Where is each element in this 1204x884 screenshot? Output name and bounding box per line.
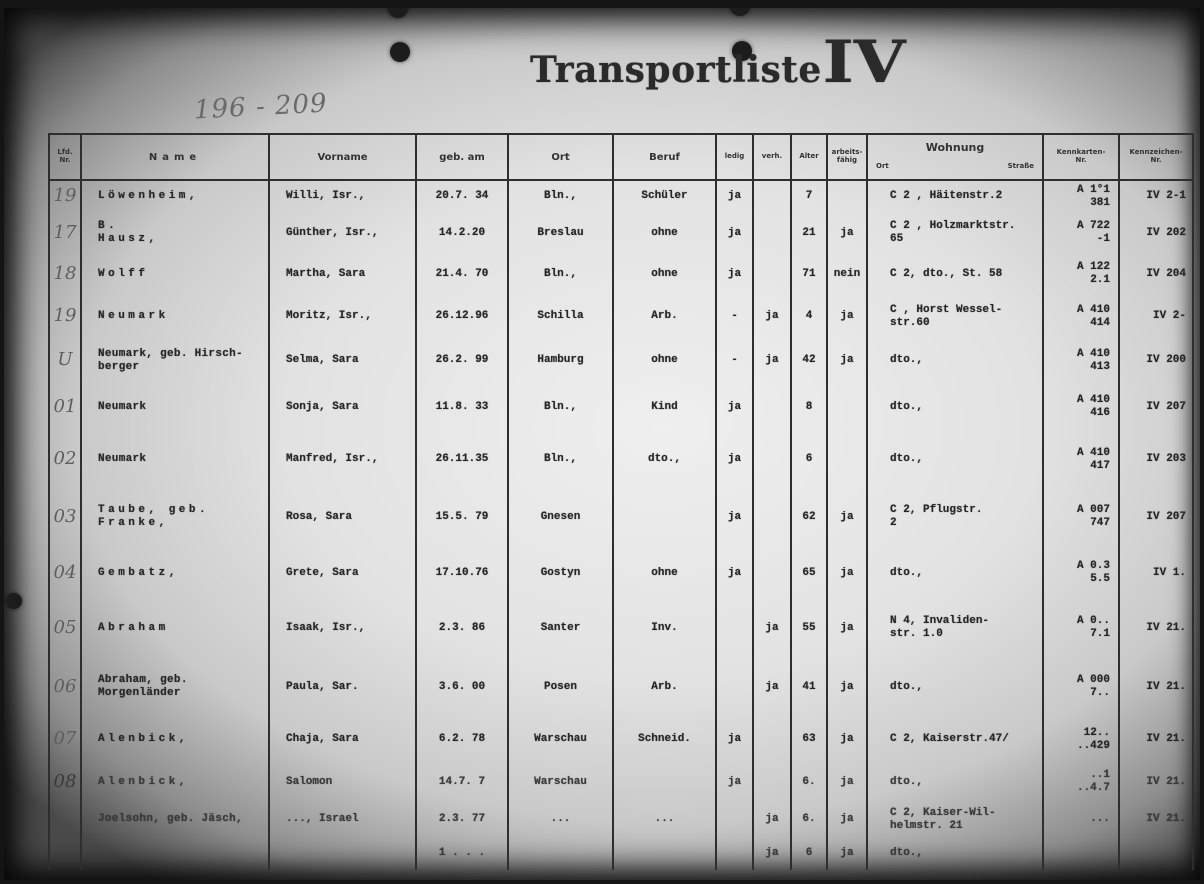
- cell-vorname: Rosa, Sara: [269, 487, 416, 547]
- cell-nr: U: [49, 339, 81, 382]
- cell-kennzeichen: IV 21.: [1119, 657, 1193, 717]
- cell-beruf: dto.,: [613, 432, 716, 487]
- cell-kennkarte: A 410 414: [1043, 294, 1119, 339]
- cell-ledig: ja: [716, 547, 753, 599]
- cell-alter: 21: [791, 212, 827, 254]
- table-row: [49, 487, 1193, 547]
- cell-geb: 15.5. 79: [416, 487, 508, 547]
- cell-verh: ja: [753, 294, 791, 339]
- cell-ledig: [716, 657, 753, 717]
- cell-alter: 6.: [791, 762, 827, 802]
- cell-wohnung: dto.,: [867, 657, 1043, 717]
- cell-beruf: Schüler: [613, 180, 716, 212]
- cell-ort: Bln.,: [508, 254, 613, 294]
- cell-ort: Santer: [508, 599, 613, 657]
- cell-geb: 26.11.35: [416, 432, 508, 487]
- header-alter: Alter: [791, 134, 827, 180]
- cell-geb: 3.6. 00: [416, 657, 508, 717]
- cell-alter: 63: [791, 717, 827, 762]
- cell-nr: 01: [49, 382, 81, 432]
- cell-ledig: [716, 837, 753, 870]
- cell-kennzeichen: [1119, 837, 1193, 870]
- cell-arbeitsfaehig: ja: [827, 837, 867, 870]
- document-page: [4, 8, 1200, 880]
- cell-vorname: Günther, Isr.,: [269, 212, 416, 254]
- table-row: [49, 339, 1193, 382]
- cell-vorname: [269, 837, 416, 870]
- cell-vorname: Salomon: [269, 762, 416, 802]
- header-ledig: ledig: [716, 134, 753, 180]
- punch-hole: [6, 593, 22, 609]
- cell-ort: Posen: [508, 657, 613, 717]
- cell-ledig: ja: [716, 180, 753, 212]
- cell-verh: [753, 432, 791, 487]
- cell-alter: 6.: [791, 802, 827, 837]
- cell-beruf: [613, 837, 716, 870]
- cell-name: Abraham: [81, 599, 269, 657]
- table-row: [49, 837, 1193, 870]
- cell-wohnung: dto.,: [867, 837, 1043, 870]
- cell-kennkarte: A 122 2.1: [1043, 254, 1119, 294]
- table-body: [49, 180, 1193, 870]
- cell-arbeitsfaehig: [827, 382, 867, 432]
- header-ort: Ort: [508, 134, 613, 180]
- transport-list-table: [48, 133, 1194, 870]
- table-row: [49, 599, 1193, 657]
- cell-vorname: Sonja, Sara: [269, 382, 416, 432]
- cell-ledig: [716, 802, 753, 837]
- cell-name: B. Hausz,: [81, 212, 269, 254]
- cell-alter: 62: [791, 487, 827, 547]
- cell-arbeitsfaehig: ja: [827, 487, 867, 547]
- cell-nr: 08: [49, 762, 81, 802]
- cell-beruf: ...: [613, 802, 716, 837]
- table-row: [49, 717, 1193, 762]
- cell-kennkarte: A 722 -1: [1043, 212, 1119, 254]
- cell-arbeitsfaehig: [827, 432, 867, 487]
- cell-kennzeichen: IV 21.: [1119, 599, 1193, 657]
- cell-arbeitsfaehig: ja: [827, 212, 867, 254]
- cell-nr: 02: [49, 432, 81, 487]
- cell-nr: 17: [49, 212, 81, 254]
- cell-kennkarte: ...: [1043, 802, 1119, 837]
- cell-verh: [753, 487, 791, 547]
- cell-verh: ja: [753, 599, 791, 657]
- cell-kennzeichen: IV 2-: [1119, 294, 1193, 339]
- table-row: [49, 657, 1193, 717]
- cell-beruf: Kind: [613, 382, 716, 432]
- cell-wohnung: dto.,: [867, 432, 1043, 487]
- cell-nr: 05: [49, 599, 81, 657]
- cell-name: Neumark: [81, 432, 269, 487]
- cell-verh: [753, 382, 791, 432]
- cell-name: Gembatz,: [81, 547, 269, 599]
- cell-kennzeichen: IV 2-1: [1119, 180, 1193, 212]
- header-arbeitsfaehig: arbeits- fähig: [827, 134, 867, 180]
- cell-arbeitsfaehig: ja: [827, 802, 867, 837]
- cell-arbeitsfaehig: ja: [827, 717, 867, 762]
- cell-wohnung: dto.,: [867, 382, 1043, 432]
- cell-alter: 65: [791, 547, 827, 599]
- cell-beruf: [613, 762, 716, 802]
- cell-wohnung: dto.,: [867, 762, 1043, 802]
- table-row: [49, 254, 1193, 294]
- cell-name: Löwenheim,: [81, 180, 269, 212]
- cell-nr: [49, 802, 81, 837]
- cell-vorname: ..., Israel: [269, 802, 416, 837]
- cell-verh: [753, 180, 791, 212]
- cell-arbeitsfaehig: nein: [827, 254, 867, 294]
- cell-ort: Bln.,: [508, 432, 613, 487]
- cell-alter: 42: [791, 339, 827, 382]
- table-row: [49, 294, 1193, 339]
- cell-vorname: Martha, Sara: [269, 254, 416, 294]
- cell-kennkarte: A 007 747: [1043, 487, 1119, 547]
- cell-arbeitsfaehig: ja: [827, 339, 867, 382]
- cell-geb: 26.12.96: [416, 294, 508, 339]
- cell-name: Neumark: [81, 294, 269, 339]
- cell-kennkarte: ..1 ..4.7: [1043, 762, 1119, 802]
- header-beruf: Beruf: [613, 134, 716, 180]
- header-wohnung: [867, 134, 1043, 180]
- cell-vorname: Chaja, Sara: [269, 717, 416, 762]
- cell-beruf: Arb.: [613, 657, 716, 717]
- cell-verh: [753, 212, 791, 254]
- header-name: Name: [81, 134, 269, 180]
- cell-kennzeichen: IV 207: [1119, 382, 1193, 432]
- cell-kennzeichen: IV 207: [1119, 487, 1193, 547]
- cell-kennkarte: A 410 413: [1043, 339, 1119, 382]
- cell-wohnung: C 2, Pflugstr. 2: [867, 487, 1043, 547]
- cell-geb: 20.7. 34: [416, 180, 508, 212]
- cell-kennkarte: A 000 7..: [1043, 657, 1119, 717]
- title-numeral: IV: [822, 28, 906, 96]
- cell-geb: 14.7. 7: [416, 762, 508, 802]
- cell-geb: 21.4. 70: [416, 254, 508, 294]
- cell-ledig: ja: [716, 432, 753, 487]
- cell-geb: 17.10.76: [416, 547, 508, 599]
- header-kennkarten-nr: Kennkarten- Nr.: [1043, 134, 1119, 180]
- cell-kennzeichen: IV 204: [1119, 254, 1193, 294]
- cell-alter: 41: [791, 657, 827, 717]
- table-row: [49, 432, 1193, 487]
- cell-vorname: Manfred, Isr.,: [269, 432, 416, 487]
- cell-geb: 6.2. 78: [416, 717, 508, 762]
- cell-nr: 18: [49, 254, 81, 294]
- cell-arbeitsfaehig: ja: [827, 547, 867, 599]
- header-geb-am: geb. am: [416, 134, 508, 180]
- cell-name: Alenbick,: [81, 717, 269, 762]
- handwritten-number-range: 196 - 209: [193, 88, 329, 126]
- header-lfd-nr: Lfd. Nr.: [49, 134, 81, 180]
- cell-beruf: Inv.: [613, 599, 716, 657]
- cell-ort: Bln.,: [508, 180, 613, 212]
- cell-wohnung: C 2, dto., St. 58: [867, 254, 1043, 294]
- header-row: [49, 134, 1193, 180]
- cell-ledig: -: [716, 339, 753, 382]
- cell-wohnung: C 2 , Holzmarktstr. 65: [867, 212, 1043, 254]
- cell-alter: 6: [791, 432, 827, 487]
- cell-ort: [508, 837, 613, 870]
- cell-ledig: ja: [716, 487, 753, 547]
- cell-ledig: [716, 599, 753, 657]
- cell-ort: Warschau: [508, 717, 613, 762]
- cell-ort: Schilla: [508, 294, 613, 339]
- cell-ledig: ja: [716, 717, 753, 762]
- cell-nr: 06: [49, 657, 81, 717]
- cell-alter: 8: [791, 382, 827, 432]
- cell-verh: [753, 254, 791, 294]
- cell-nr: 19: [49, 180, 81, 212]
- cell-name: Abraham, geb. Morgenländer: [81, 657, 269, 717]
- cell-arbeitsfaehig: ja: [827, 762, 867, 802]
- table-row: [49, 762, 1193, 802]
- cell-alter: 7: [791, 180, 827, 212]
- cell-wohnung: C , Horst Wessel- str.60: [867, 294, 1043, 339]
- cell-wohnung: C 2 , Häitenstr.2: [867, 180, 1043, 212]
- header-wohnung-ort: Ort: [876, 162, 889, 171]
- cell-ledig: ja: [716, 254, 753, 294]
- cell-geb: 2.3. 86: [416, 599, 508, 657]
- cell-beruf: ohne: [613, 254, 716, 294]
- cell-kennzeichen: IV 202: [1119, 212, 1193, 254]
- cell-beruf: ohne: [613, 547, 716, 599]
- cell-kennkarte: A 0.. 7.1: [1043, 599, 1119, 657]
- cell-verh: ja: [753, 837, 791, 870]
- cell-beruf: Arb.: [613, 294, 716, 339]
- cell-kennzeichen: IV 21.: [1119, 762, 1193, 802]
- cell-verh: ja: [753, 339, 791, 382]
- cell-kennzeichen: IV 21.: [1119, 802, 1193, 837]
- cell-beruf: [613, 487, 716, 547]
- cell-name: Wolff: [81, 254, 269, 294]
- cell-ledig: ja: [716, 762, 753, 802]
- cell-geb: 26.2. 99: [416, 339, 508, 382]
- cell-geb: 1 . . .: [416, 837, 508, 870]
- cell-vorname: Isaak, Isr.,: [269, 599, 416, 657]
- cell-vorname: Selma, Sara: [269, 339, 416, 382]
- cell-kennzeichen: IV 203: [1119, 432, 1193, 487]
- cell-ledig: ja: [716, 212, 753, 254]
- cell-ort: Hamburg: [508, 339, 613, 382]
- table-row: [49, 802, 1193, 837]
- cell-nr: 07: [49, 717, 81, 762]
- punch-hole: [390, 42, 410, 62]
- title-text: Transportliste: [530, 49, 822, 91]
- cell-kennzeichen: IV 1.: [1119, 547, 1193, 599]
- cell-kennkarte: [1043, 837, 1119, 870]
- cell-alter: 55: [791, 599, 827, 657]
- punch-hole: [388, 8, 408, 18]
- cell-ort: Gnesen: [508, 487, 613, 547]
- table-row: [49, 547, 1193, 599]
- cell-ort: ...: [508, 802, 613, 837]
- table-row: [49, 180, 1193, 212]
- cell-kennkarte: A 410 417: [1043, 432, 1119, 487]
- header-kennzeichen-nr: Kennzeichen- Nr.: [1119, 134, 1193, 180]
- cell-name: Neumark: [81, 382, 269, 432]
- document-title: [530, 28, 906, 96]
- cell-nr: 19: [49, 294, 81, 339]
- cell-arbeitsfaehig: ja: [827, 294, 867, 339]
- cell-name: [81, 837, 269, 870]
- cell-ort: Breslau: [508, 212, 613, 254]
- cell-beruf: ohne: [613, 339, 716, 382]
- cell-ledig: ja: [716, 382, 753, 432]
- cell-alter: 71: [791, 254, 827, 294]
- header-vorname: Vorname: [269, 134, 416, 180]
- header-verh: verh.: [753, 134, 791, 180]
- cell-name: Neumark, geb. Hirsch- berger: [81, 339, 269, 382]
- cell-name: Joelsohn, geb. Jäsch,: [81, 802, 269, 837]
- cell-name: Alenbick,: [81, 762, 269, 802]
- cell-vorname: Willi, Isr.,: [269, 180, 416, 212]
- cell-nr: 03: [49, 487, 81, 547]
- cell-kennkarte: 12.. ..429: [1043, 717, 1119, 762]
- cell-ort: Bln.,: [508, 382, 613, 432]
- cell-vorname: Paula, Sar.: [269, 657, 416, 717]
- cell-verh: ja: [753, 802, 791, 837]
- cell-wohnung: dto.,: [867, 339, 1043, 382]
- cell-verh: [753, 547, 791, 599]
- cell-arbeitsfaehig: ja: [827, 657, 867, 717]
- cell-wohnung: C 2, Kaiserstr.47/: [867, 717, 1043, 762]
- cell-kennzeichen: IV 200: [1119, 339, 1193, 382]
- cell-arbeitsfaehig: ja: [827, 599, 867, 657]
- table-row: [49, 212, 1193, 254]
- cell-nr: 04: [49, 547, 81, 599]
- cell-ledig: -: [716, 294, 753, 339]
- cell-verh: [753, 762, 791, 802]
- punch-hole: [730, 8, 750, 16]
- cell-beruf: Schneid.: [613, 717, 716, 762]
- cell-arbeitsfaehig: [827, 180, 867, 212]
- header-wohnung-title: Wohnung: [925, 141, 985, 154]
- cell-geb: 11.8. 33: [416, 382, 508, 432]
- cell-kennkarte: A 0.3 5.5: [1043, 547, 1119, 599]
- cell-wohnung: dto.,: [867, 547, 1043, 599]
- cell-verh: ja: [753, 657, 791, 717]
- cell-vorname: Grete, Sara: [269, 547, 416, 599]
- cell-nr: [49, 837, 81, 870]
- cell-alter: 6: [791, 837, 827, 870]
- table-row: [49, 382, 1193, 432]
- cell-kennkarte: A 1°1 381: [1043, 180, 1119, 212]
- header-wohnung-strasse: Straße: [1007, 162, 1034, 171]
- cell-vorname: Moritz, Isr.,: [269, 294, 416, 339]
- cell-geb: 14.2.20: [416, 212, 508, 254]
- cell-alter: 4: [791, 294, 827, 339]
- cell-kennkarte: A 410 416: [1043, 382, 1119, 432]
- cell-geb: 2.3. 77: [416, 802, 508, 837]
- cell-verh: [753, 717, 791, 762]
- cell-name: Taube, geb. Franke,: [81, 487, 269, 547]
- cell-beruf: ohne: [613, 212, 716, 254]
- cell-wohnung: N 4, Invaliden- str. 1.0: [867, 599, 1043, 657]
- cell-wohnung: C 2, Kaiser-Wil- helmstr. 21: [867, 802, 1043, 837]
- cell-kennzeichen: IV 21.: [1119, 717, 1193, 762]
- cell-ort: Gostyn: [508, 547, 613, 599]
- cell-ort: Warschau: [508, 762, 613, 802]
